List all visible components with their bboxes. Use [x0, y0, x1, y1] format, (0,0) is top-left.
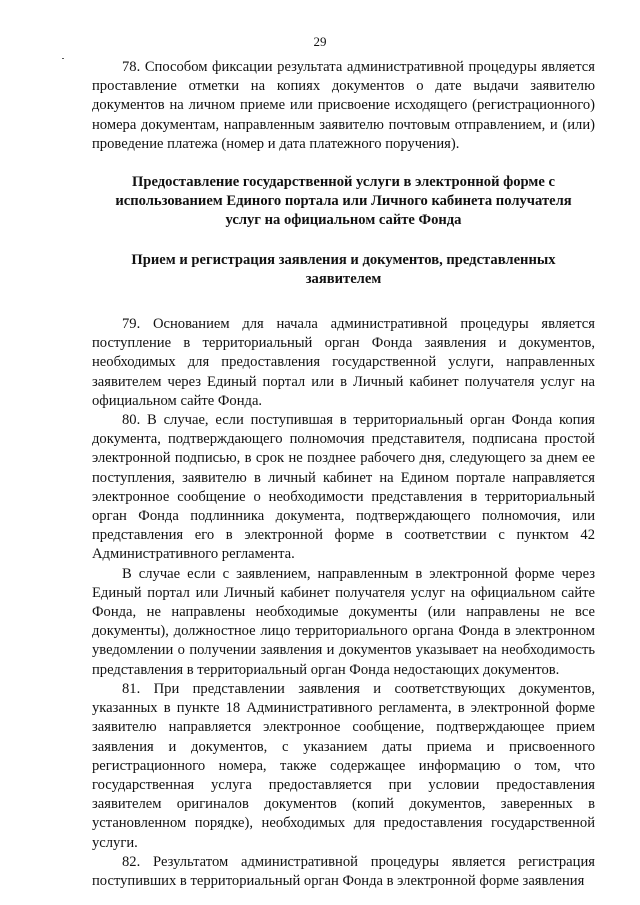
section-heading: Предоставление государственной услуги в электронной форме с использованием Единого портала или Личного кабинета получателя услуг на официальном сайте Фонда — [115, 174, 572, 229]
paragraph-80: 80. В случае, если поступившая в территориальный орган Фонда копия документа, подтверждающего полномочия представителя, подписана простой электронной подписью, в срок не позднее рабочего дня, следующего за днем ее поступления, заявителю в личный кабинет на Едином портале направляется электронное сообщение о необходимости представления в территориальный орган Фонда подлинника документа, подтверждающего полномочия, или представления его в электронной форме в соответствии с пунктом 42 Административного регламента. — [92, 412, 595, 563]
paragraph-82: 82. Результатом административной процедуры является регистрация поступивших в территориальный орган Фонда в электронной форме заявления — [92, 853, 595, 889]
page-number: 29 — [313, 34, 327, 49]
paragraph-80-continuation: В случае если с заявлением, направленным в электронной форме через Единый портал или Личный кабинет получателя услуг на официальном сайте Фонда, не направлены необходимые документы (или направлены не все документы), должностное лицо территориального органа Фонда в электронном уведомлении о получении заявления и документов указывает на необходимость представления в территориальный орган Фонда недостающих документов. — [92, 565, 595, 678]
page-content — [92, 58, 595, 891]
paragraph-78: 78. Способом фиксации результата административной процедуры является проставление отметки на копиях документов о дате выдачи заявителю документов на личном приеме или присвоение исходящего (регистрационного) номера документам, направленным заявителю почтовым отправлением, и (или) проведение платежа (номер и дата платежного поручения). — [92, 59, 595, 152]
subsection-heading: Прием и регистрация заявления и документов, представленных заявителем — [131, 251, 556, 287]
paragraph-81: 81. При представлении заявления и соответствующих документов, указанных в пункте 18 Административного регламента, в электронной форме заявителю направляется электронное сообщение, подтверждающее прием заявления и документов, с указанием даты приема и присвоенного регистрационного номера, также содержащее информацию о том, что государственная услуга предоставляется при условии предоставления заявителем оригиналов документов (копий документов, заверенных в установленном порядке), необходимых для предоставления государственной услуги. — [92, 680, 595, 851]
paragraph-79: 79. Основанием для начала административной процедуры является поступление в территориальный орган Фонда заявления и документов, необходимых для предоставления государственной услуги, направленных заявителем через Единый портал или в Личный кабинет получателя услуг на официальном сайте Фонда. — [92, 316, 595, 409]
scan-speck — [62, 58, 64, 59]
